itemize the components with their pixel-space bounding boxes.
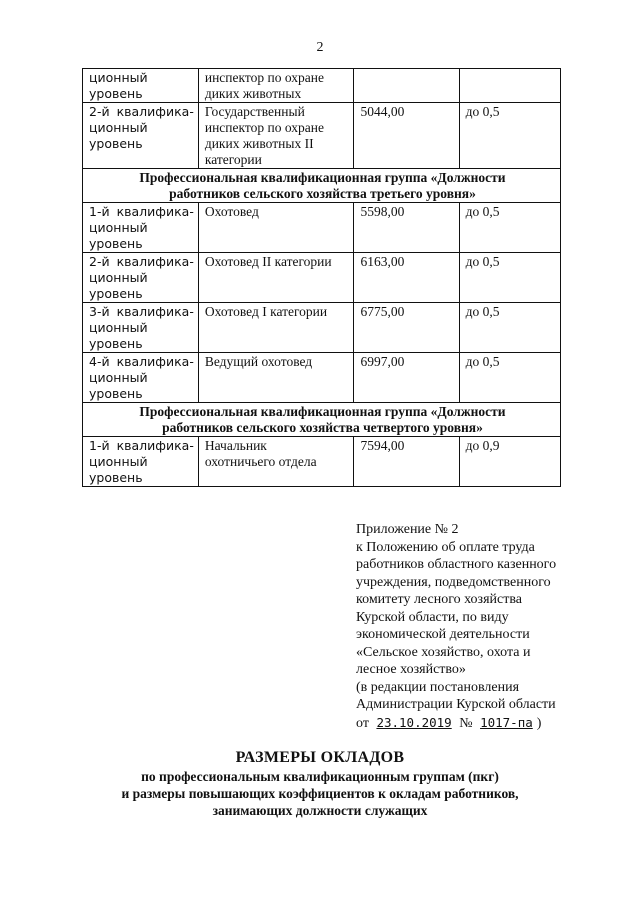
- level-cell: [83, 303, 199, 353]
- level-word: квалифика-: [116, 354, 194, 369]
- level-line: ционный: [89, 220, 148, 235]
- position-cell: [198, 103, 354, 169]
- level-cell: [83, 203, 199, 253]
- position-line: диких животных II: [204, 136, 314, 151]
- group-row: [83, 403, 561, 437]
- table-row: [83, 203, 561, 253]
- level-number: 2-й: [89, 104, 110, 119]
- level-word: квалифика-: [116, 254, 194, 269]
- group-heading-cell: [83, 403, 561, 437]
- document-heading: [0, 748, 640, 819]
- level-cell: [83, 437, 199, 487]
- table-row: [83, 69, 561, 103]
- level-line: уровень: [89, 136, 143, 151]
- level-line: ционный: [89, 320, 148, 335]
- level-number: 4-й: [89, 354, 110, 369]
- level-cell: [83, 103, 199, 169]
- level-first-line: [89, 304, 194, 320]
- position-line: Государственный: [204, 104, 305, 119]
- annex-line: работников областного казенного: [356, 557, 557, 572]
- salary-cell: 5598,00: [354, 203, 459, 253]
- heading-title: РАЗМЕРЫ ОКЛАДОВ: [235, 749, 405, 766]
- from-prefix: от: [356, 715, 369, 731]
- level-line: уровень: [89, 470, 143, 485]
- annex-line: к Положению об оплате труда: [356, 539, 535, 555]
- coefficient-cell: до 0,5: [459, 203, 560, 253]
- level-cell: [83, 353, 199, 403]
- group-heading-line: работников сельского хозяйства четвертого уровня»: [162, 420, 483, 435]
- annex-line: лесное хозяйство»: [356, 662, 466, 677]
- position-cell: [198, 353, 354, 403]
- annex-line: «Сельское хозяйство, охота и: [356, 644, 531, 660]
- heading-subtitle: [0, 768, 640, 819]
- position-cell: [198, 253, 354, 303]
- heading-subtitle-line: занимающих должности служащих: [212, 803, 428, 818]
- annex-line: экономической деятельности: [356, 627, 530, 642]
- heading-subtitle-line: и размеры повышающих коэффициентов к окладам работников,: [121, 786, 519, 801]
- annex-line: Администрации Курской области: [356, 697, 556, 712]
- table-row: [83, 353, 561, 403]
- number-prefix: №: [459, 715, 473, 731]
- level-line: уровень: [89, 236, 143, 251]
- annex-note: [356, 521, 596, 732]
- salary-cell: 7594,00: [354, 437, 459, 487]
- position-line: Ведущий охотовед: [204, 354, 313, 369]
- level-first-line: [89, 354, 194, 370]
- level-number: 1-й: [89, 438, 110, 453]
- position-line: диких животных: [204, 86, 302, 101]
- level-first-line: [89, 254, 194, 270]
- level-line: ционный: [89, 454, 148, 469]
- level-cell: [83, 253, 199, 303]
- position-cell: [198, 303, 354, 353]
- table-row: [83, 253, 561, 303]
- coefficient-cell: до 0,5: [459, 353, 560, 403]
- heading-subtitle-line: по профессиональным квалификационным группам (пкг): [141, 769, 499, 784]
- level-line: уровень: [89, 386, 143, 401]
- coefficient-cell: [459, 69, 560, 103]
- closing-bracket: ): [536, 715, 542, 731]
- salary-cell: 6163,00: [354, 253, 459, 303]
- position-cell: [198, 69, 354, 103]
- level-cell: [83, 69, 199, 103]
- level-number: 3-й: [89, 304, 110, 319]
- salary-cell: 6997,00: [354, 353, 459, 403]
- level-first-line: [89, 104, 194, 120]
- position-cell: [198, 203, 354, 253]
- level-line: ционный: [89, 120, 148, 135]
- table-row: [83, 303, 561, 353]
- annex-line: Приложение № 2: [356, 522, 459, 537]
- salary-cell: [354, 69, 459, 103]
- position-cell: [198, 437, 354, 487]
- level-number: 1-й: [89, 204, 110, 219]
- group-heading-cell: [83, 169, 561, 203]
- page-number: 2: [316, 40, 324, 55]
- annex-line: Курской области, по виду: [356, 609, 509, 625]
- level-word: квалифика-: [116, 204, 194, 219]
- annex-line: комитету лесного хозяйства: [356, 592, 522, 607]
- level-number: 2-й: [89, 254, 110, 269]
- level-word: квалифика-: [116, 104, 194, 119]
- coefficient-cell: до 0,5: [459, 253, 560, 303]
- level-line: уровень: [89, 336, 143, 351]
- annex-line: учреждения, подведомственного: [356, 574, 551, 590]
- level-line: ционный: [89, 270, 148, 285]
- coefficient-cell: до 0,5: [459, 303, 560, 353]
- decree-number: 1017-па: [480, 714, 533, 730]
- table-row: [83, 103, 561, 169]
- group-row: [83, 169, 561, 203]
- position-line: инспектор по охране: [204, 70, 324, 85]
- coefficient-cell: до 0,9: [459, 437, 560, 487]
- table-row: [83, 437, 561, 487]
- level-line: уровень: [89, 86, 143, 101]
- salary-cell: 5044,00: [354, 103, 459, 169]
- coefficient-cell: до 0,5: [459, 103, 560, 169]
- position-line: инспектор по охране: [204, 120, 324, 135]
- level-line: ционный: [89, 370, 148, 385]
- position-line: Начальник: [204, 438, 267, 453]
- annex-date-line: [356, 714, 596, 733]
- position-line: Охотовед I категории: [204, 304, 328, 319]
- group-heading-line: работников сельского хозяйства третьего уровня»: [169, 186, 476, 201]
- annex-lines: [356, 521, 596, 714]
- salary-table-body: [83, 69, 561, 487]
- level-first-line: [89, 204, 194, 220]
- position-line: Охотовед: [204, 204, 259, 219]
- group-heading-line: Профессиональная квалификационная группа «Должности: [139, 170, 506, 185]
- group-heading-line: Профессиональная квалификационная группа «Должности: [139, 404, 506, 419]
- level-word: квалифика-: [116, 438, 194, 453]
- annex-line: (в редакции постановления: [356, 679, 520, 695]
- salary-cell: 6775,00: [354, 303, 459, 353]
- level-line: ционный: [89, 70, 148, 85]
- position-line: Охотовед II категории: [204, 254, 332, 269]
- level-first-line: [89, 438, 194, 454]
- position-line: охотничьего отдела: [204, 454, 317, 469]
- decree-date: 23.10.2019: [376, 714, 452, 730]
- level-line: уровень: [89, 286, 143, 301]
- position-line: категории: [204, 152, 262, 167]
- level-word: квалифика-: [116, 304, 194, 319]
- salary-table: [82, 68, 561, 487]
